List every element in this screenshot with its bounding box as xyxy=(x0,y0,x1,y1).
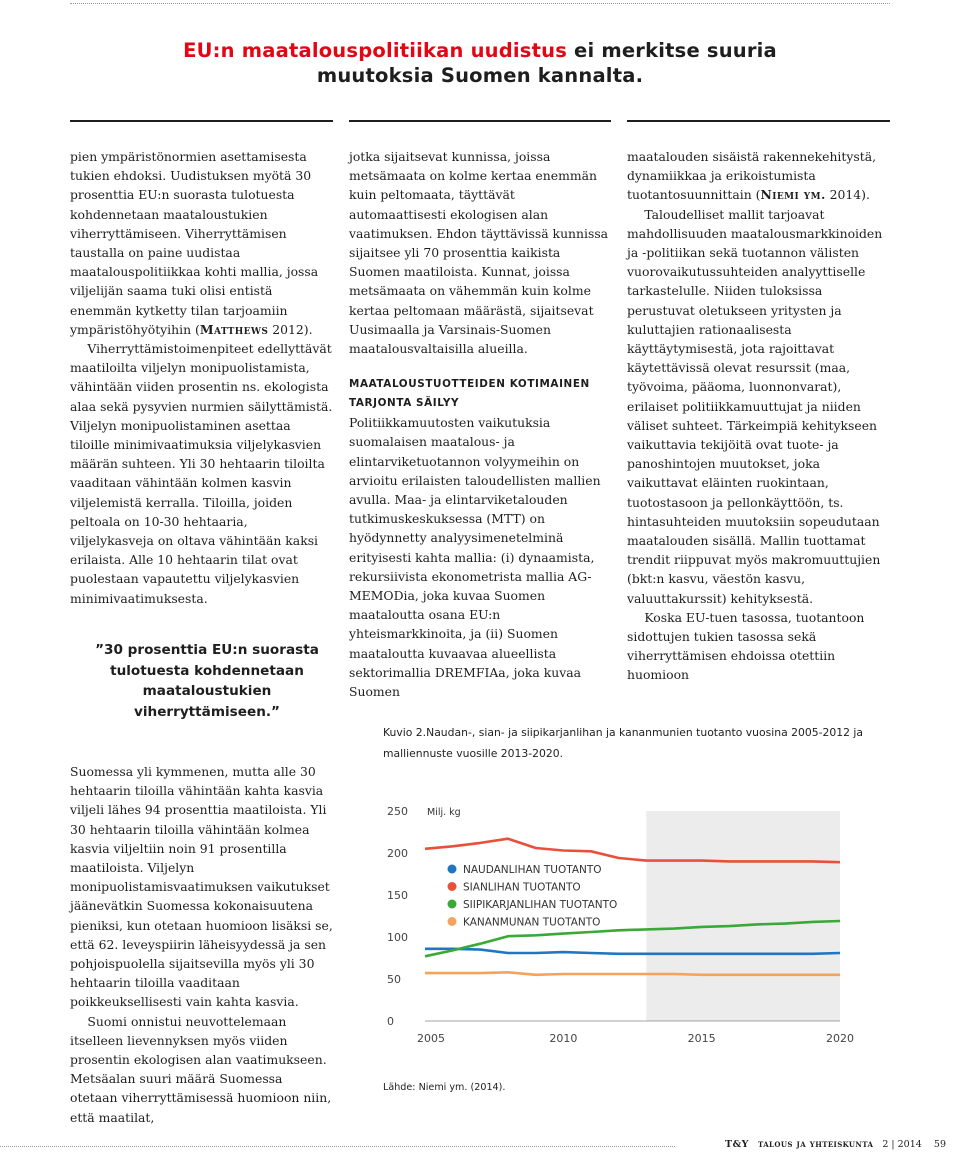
body-paragraph: jotka sijaitsevat kunnissa, joissa metsämaata on kolme kertaa enemmän kuin peltomaata, täyttävät automaattisesti ekologisen alan vaatimuksen. Ehdon täyttävissä kunnissa sijaitsee yli 70 prosenttia kaikista Suomen maatiloista. Kunnat, joissa metsämaata on vähemmän kuin kolme kertaa peltomaan määrästä, sijaitsevat Uusimaalla ja Varsinais-Suomen maatalousvaltaisilla alueilla. xyxy=(349,149,609,357)
body-paragraph: Taloudelliset mallit tarjoavat mahdollisuuden maatalousmarkkinoiden ja -politiikan sekä tuotannon välisten vuorovaikutussuhteiden analyyttiselle tarkastelulle. Niiden tuloksissa perustuvat oletukseen yritysten ja kuluttajien rationaalisesta käyttäytymisestä, jota rajoittavat käytettävissä olevat resurssit (maa, työvoima, pääoma, luonnonvarat), erilaiset politiikkamuuttujat ja niiden väliset suhteet. Tärkeimpiä kehitykseen vaikuttavia tekijöitä ovat tuote- ja panoshintojen muutokset, joka vaikuttavat eläinten ruokintaan, tuotostasoon ja pellonkäyttöön, ts. hintasuhteiden muutoksiin sopeudutaan maatalouden sisällä. Mallin tuottamat trendit riippuvat myös makromuuttujien (bkt:n kasvu, väestön kasvu, valuuttakurssit) kehityksestä. xyxy=(627,206,883,606)
x-tick-label: 2010 xyxy=(549,1032,578,1045)
pull-quote: ”30 prosenttia EU:n suorasta tulotuesta kohdennetaan maataloustukien viherryttämiseen.” xyxy=(95,642,319,720)
legend-label: KANANMUNAN TUOTANTO xyxy=(463,916,601,929)
body-paragraph: Suomessa yli kymmenen, mutta alle 30 hehtaarin tiloilla vähintään kahta kasvia viljeli lähes 94 prosenttia maatiloista. Yli 30 hehtaarin tiloilla vähintään kolmea kasvia viljeltiin noin 91 prosentilla maatiloista. Viljelyn monipuolistamisvaatimuksen vaikutukset jäänevätkin Suomessa kokonaisuutena pieniksi, kun otetaan huomioon lisäksi se, että 62. leveyspiirin läheisyydessä ja sen pohjoispuolella sijaitsevilla myös yli 30 hehtaarin tiloilla vaaditaan poikkeuksellisesti vain kahta kasvia. xyxy=(70,764,333,1010)
y-tick-label: 250 xyxy=(387,805,408,818)
caption-line-2: malliennuste vuosille 2013-2020. xyxy=(383,747,564,760)
section-subheading: MAATALOUSTUOTTEIDEN KOTIMAINEN TARJONTA SÄILYY xyxy=(349,378,590,410)
y-tick-label: 0 xyxy=(387,1015,394,1028)
line-chart xyxy=(375,795,865,1050)
magazine-name: talous ja yhteiskunta xyxy=(758,1139,874,1150)
figure-source: Lähde: Niemi ym. (2014). xyxy=(383,1082,506,1093)
y-tick-label: 100 xyxy=(387,931,408,944)
column-3 xyxy=(627,147,890,685)
top-dotted-rule xyxy=(70,3,890,4)
y-axis-unit-label: Milj. kg xyxy=(427,807,461,818)
forecast-shaded-region xyxy=(646,811,840,1021)
x-tick-label: 2020 xyxy=(826,1032,854,1045)
caption-line-1: Kuvio 2.Naudan-, sian- ja siipikarjanlihan ja kananmunien tuotanto vuosina 2005-2012 ja xyxy=(383,726,864,739)
y-tick-label: 50 xyxy=(387,973,401,986)
page-headline xyxy=(70,38,890,88)
legend-label: SIIPIKARJANLIHAN TUOTANTO xyxy=(463,899,618,911)
legend-label: SIANLIHAN TUOTANTO xyxy=(463,881,581,894)
column-rule-3 xyxy=(627,120,890,122)
page-footer xyxy=(725,1139,946,1150)
body-paragraph xyxy=(627,147,890,205)
body-paragraph: Viherryttämistoimenpiteet edellyttävät maatiloilta viljelyn monipuolistamista, vähintään viiden prosentin ns. ekologista alaa sekä pysyvien nurmien säilyttämistä. Viljelyn monipuolistaminen asettaa tiloille minimivaatimuksia viljelykasvien määrän suhteen. Yli 30 hehtaarin tiloilta vaaditaan vähintään kolmen kasvin viljelemistä kerralla. Tiloilla, joiden peltoala on 10-30 hehtaaria, viljelykasveja on oltava vähintään kaksi erilaista. Alle 10 hehtaarin tilat ovat puolestaan vapautettu viljelykasvien minimivaatimuksesta. xyxy=(70,341,333,606)
paragraph-text: maatalouden sisäistä rakennekehitystä, dynamiikkaa ja erikoistumista tuotantosuunnittain ( xyxy=(627,149,877,203)
column-2 xyxy=(349,147,611,701)
column-1-top xyxy=(70,147,333,608)
issue-number: 2 | 2014 xyxy=(882,1139,922,1150)
paragraph-text: pien ympäristönormien asettamisesta tukien ehdoksi. Uudistuksen myötä 30 prosenttia EU:n suorasta tulotuesta kohdennetaan maataloustukien viherryttämiseen. Viherryttämisen taustalla on paine uudistaa maatalouspolitiikkaa kohti mallia, jossa viljelijän saama tuki olisi entistä enemmän kytketty tilan tarjoamiin ympäristöhyötyihin ( xyxy=(70,149,319,337)
citation: Matthews xyxy=(199,321,269,337)
body-paragraph: Koska EU-tuen tasossa, tuotantoon sidottujen tukien tasossa sekä viherryttämisen ehdoissa otettiin huomioon xyxy=(627,609,865,683)
body-paragraph xyxy=(70,147,333,339)
footer-dotted-rule xyxy=(0,1146,675,1147)
headline-black-part-2: muutoksia Suomen kannalta. xyxy=(316,64,644,87)
page-number: 59 xyxy=(933,1139,946,1150)
legend-marker xyxy=(448,865,457,874)
body-paragraph: Suomi onnistui neuvottelemaan itselleen lievennyksen myös viiden prosentin ekologisen alan vaatimukseen. Metsäalan suuri määrä Suomessa otetaan viherryttämisessä huomioon niin, että maatilat, xyxy=(70,1013,332,1125)
legend-marker xyxy=(448,917,457,926)
y-tick-label: 150 xyxy=(387,889,408,902)
citation: Niemi ym. xyxy=(760,187,826,203)
paragraph-text: 2014). xyxy=(825,187,870,203)
x-tick-label: 2005 xyxy=(417,1032,445,1045)
legend-marker xyxy=(448,900,457,909)
paragraph-text: 2012). xyxy=(268,321,313,337)
figure-caption xyxy=(383,722,883,764)
y-tick-label: 200 xyxy=(387,847,408,860)
column-rule-1 xyxy=(70,120,333,122)
headline-black-part: ei merkitse suuria xyxy=(574,39,777,62)
legend-label: NAUDANLIHAN TUOTANTO xyxy=(463,864,602,876)
magazine-logo: T&Y xyxy=(725,1139,749,1150)
body-paragraph: Politiikkamuutosten vaikutuksia suomalaisen maatalous- ja elintarviketuotannon volyymeihin on arvioitu erilaisten taloudellisten mallien avulla. Maa- ja elintarviketalouden tutkimuskeskuksessa (MTT) on hyödynnetty analyysimenetelminä erityisesti kahta mallia: (i) dynaamista, rekursiivista ekonometrista mallia AG-MEMODia, joka kuvaa Suomen maataloutta osana EU:n yhteismarkkinoita, ja (ii) Suomen maataloutta kuvaavaa alueellista sektorimallia DREMFIAa, joka kuvaa Suomen xyxy=(349,415,601,700)
column-rule-2 xyxy=(349,120,611,122)
legend-marker xyxy=(448,882,457,891)
x-tick-label: 2015 xyxy=(687,1032,716,1045)
headline-red-part: EU:n maatalouspolitiikan uudistus xyxy=(183,39,568,62)
column-1-bottom xyxy=(70,762,333,1127)
